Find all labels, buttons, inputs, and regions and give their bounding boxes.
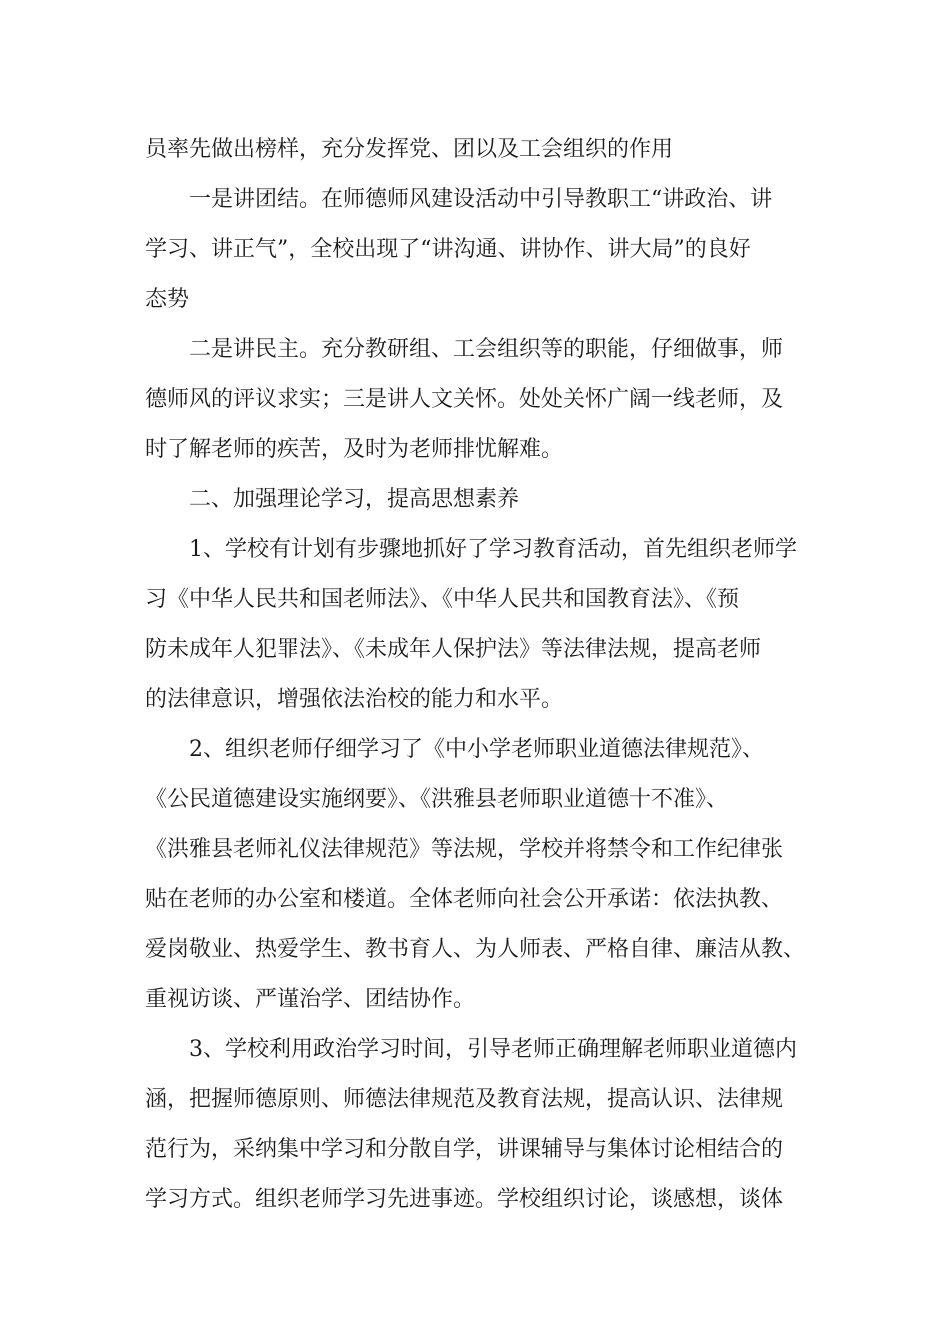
text-line: 范行为，采纳集中学习和分散自学，讲课辅导与集体讨论相结合的 xyxy=(145,1137,784,1162)
text-line: 涵，把握师德原则、师德法律规范及教育法规，提高认识、法律规 xyxy=(145,1087,784,1112)
text-line: 态势 xyxy=(145,287,190,312)
text-line: 《洪雅县老师礼仪法律规范》等法规，学校并将禁令和工作纪律张 xyxy=(145,837,784,862)
section-heading: 二、加强理论学习，提高思想素养 xyxy=(189,487,520,512)
text-line: 爱岗敬业、热爱学生、教书育人、为人师表、严格自律、廉洁从教、 xyxy=(145,937,806,962)
text-line: 德师风的评议求实；三是讲人文关怀。处处关怀广阔一线老师，及 xyxy=(145,387,784,412)
text-line: 《公民道德建设实施纲要》、《洪雅县老师职业道德十不准》、 xyxy=(145,787,729,812)
text-line: 学习方式。组织老师学习先进事迹。学校组织讨论，谈感想，谈体 xyxy=(145,1187,784,1212)
text-line: 二是讲民主。充分教研组、工会组织等的职能，仔细做事，师 xyxy=(189,337,784,362)
text-line: 2、组织老师仔细学习了《中小学老师职业道德法律规范》、 xyxy=(189,737,764,762)
text-line: 时了解老师的疾苦，及时为老师排忧解难。 xyxy=(145,437,564,462)
text-line: 重视访谈、严谨治学、团结协作。 xyxy=(145,987,476,1012)
text-line: 学习、讲正气”，全校出现了“讲沟通、讲协作、讲大局”的良好 xyxy=(145,237,751,262)
text-line: 贴在老师的办公室和楼道。全体老师向社会公开承诺：依法执教、 xyxy=(145,887,784,912)
text-line: 3、学校利用政治学习时间，引导老师正确理解老师职业道德内 xyxy=(189,1037,797,1062)
text-line: 的法律意识，增强依法治校的能力和水平。 xyxy=(145,687,564,712)
text-line: 1、学校有计划有步骤地抓好了学习教育活动，首先组织老师学 xyxy=(189,537,797,562)
text-line: 习《中华人民共和国老师法》、《中华人民共和国教育法》、《预 xyxy=(145,587,740,612)
text-line: 一是讲团结。在师德师风建设活动中引导教职工“讲政治、讲 xyxy=(189,187,773,212)
text-line: 员率先做出榜样，充分发挥党、团以及工会组织的作用 xyxy=(145,137,674,162)
text-line: 防未成年人犯罪法》、《未成年人保护法》等法律法规，提高老师 xyxy=(145,637,762,662)
